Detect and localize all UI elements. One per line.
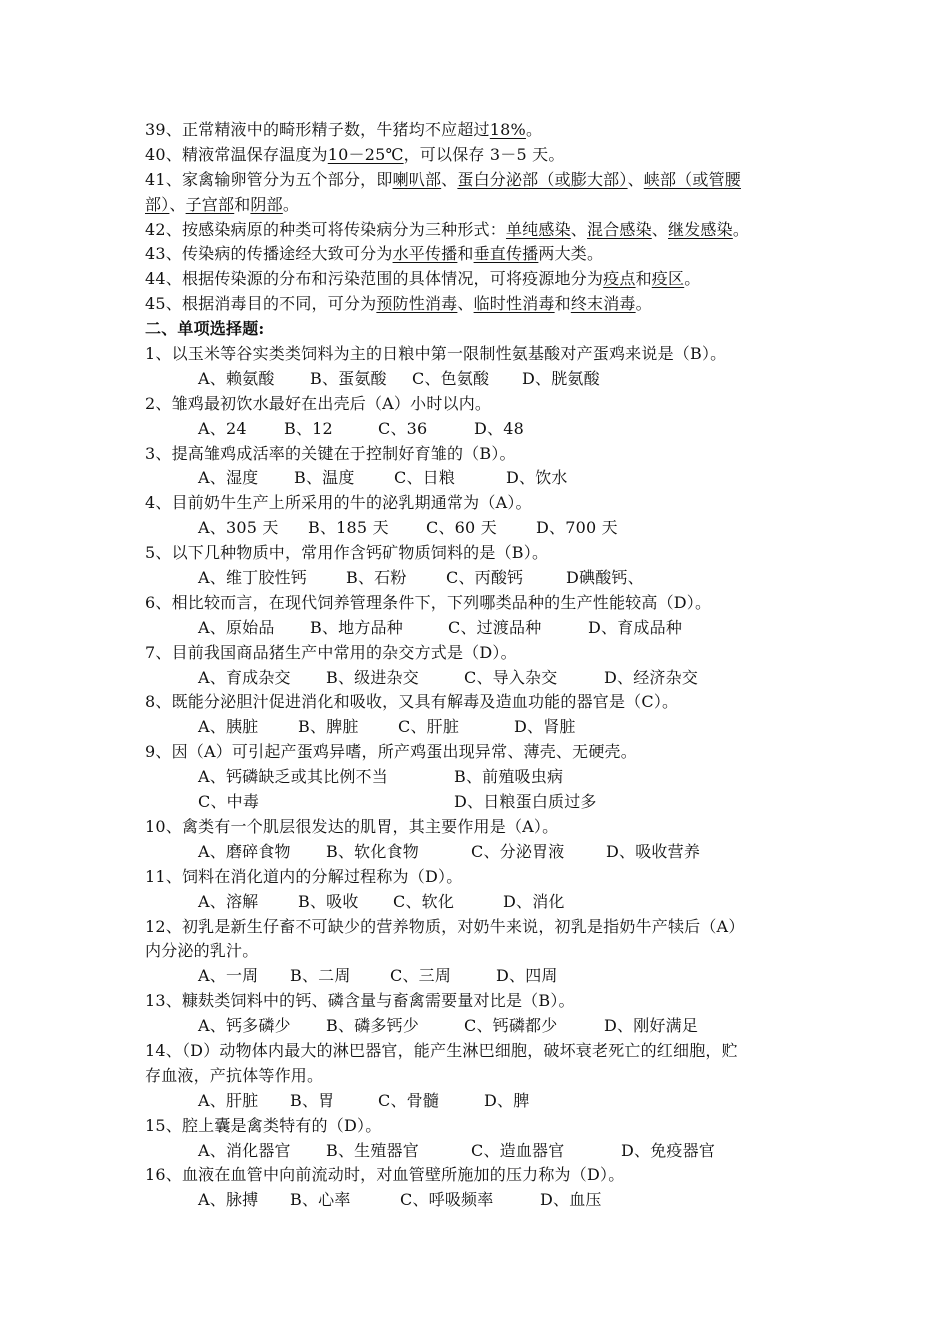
option-choice: D、肾脏 [514,717,576,737]
option-choice: A、钙多磷少 [198,1016,291,1036]
option-choice: B、级进杂交 [326,667,419,687]
answer-blank: 垂直传播 [473,244,539,264]
question-text: 13、糠麸类饲料中的钙、磷含量与畜禽需要量对比是（B）。 [145,991,575,1011]
option-row [145,715,815,740]
option-choice: A、湿度 [198,468,259,488]
fill-in-line [145,292,815,317]
question-text: 45、根据消毒目的不同，可分为 [145,294,377,314]
question-text: 7、目前我国商品猪生产中常用的杂交方式是（D）。 [145,642,517,662]
fill-in-line [145,168,815,193]
option-row [145,417,815,442]
option-choice: A、胰脏 [198,717,259,737]
fill-in-line [145,267,815,292]
question-item [145,690,815,740]
option-choice: C、60 天 [426,518,497,538]
question-text: ，可以保存 3－5 天。 [403,144,565,164]
question-text: 和 [457,244,474,264]
question-text: 16、血液在血管中向前流动时，对血管壁所施加的压力称为（D）。 [145,1165,625,1185]
question-text: 5、以下几种物质中，常用作含钙矿物质饲料的是（B）。 [145,543,549,563]
question-text: 。 [525,120,543,139]
option-choice: C、日粮 [394,468,456,488]
answer-blank: 单纯感染 [505,219,571,239]
question-item [145,442,815,492]
question-item [145,1114,815,1164]
question-text: 10、禽类有一个肌层很发达的肌胃，其主要作用是（A）。 [145,816,559,836]
question-text: 。 [635,294,652,314]
question-item [145,491,815,541]
option-choice: A、305 天 [198,518,279,538]
question-text: 。 [732,219,750,239]
question-text: 、 [457,294,474,314]
option-choice: B、蛋氨酸 [310,368,387,388]
question-text: 。 [282,194,300,214]
option-row [145,890,815,915]
question-item [145,342,815,392]
answer-blank: 继发感染 [668,219,733,239]
answer-blank: 蛋白分泌部（或膨大部） [457,169,628,189]
answer-blank: 阴部 [250,194,283,214]
option-choice: D、48 [474,418,524,438]
option-choice: B、胃 [290,1090,335,1110]
option-choice: A、育成杂交 [198,667,291,687]
option-choice: B、吸收 [298,891,359,911]
option-choice: D、脾 [484,1090,530,1110]
fill-in-line [145,118,815,143]
section-heading: 二、单项选择题: [145,319,265,339]
question-text: 14、（D）动物体内最大的淋巴器官，能产生淋巴细胞，破坏衰老死亡的红细胞，贮 [145,1040,738,1060]
option-row [145,1188,815,1213]
option-choice: B、石粉 [346,568,407,588]
answer-blank: 疫点 [603,269,636,289]
option-choice: A、脉搏 [198,1190,259,1210]
question-text: 12、初乳是新生仔畜不可缺少的营养物质，对奶牛来说，初乳是指奶牛产犊后（A） [145,916,745,936]
answer-blank: 峡部（或管腰 [643,169,741,189]
answer-blank: 部） [145,194,170,214]
option-choice: D、胱氨酸 [522,368,600,388]
option-choice: A、肝脏 [198,1090,259,1110]
option-choice: B、磷多钙少 [326,1016,419,1036]
question-text: 、 [570,219,587,239]
choice-questions [145,342,815,1213]
option-row [145,1139,815,1164]
option-row [145,566,815,591]
option-choice: C、过渡品种 [448,617,542,637]
question-text: 、 [169,194,186,214]
answer-blank: 预防性消毒 [376,294,458,314]
question-text: 、 [651,219,668,239]
answer-blank: 临时性消毒 [473,294,555,314]
option-choice: D、免疫器官 [621,1140,716,1160]
question-text: 42、按感染病原的种类可将传染病分为三种形式： [145,219,506,239]
fill-in-line [145,242,815,267]
question-text: 两大类。 [538,244,604,264]
option-choice: C、骨髓 [378,1090,440,1110]
question-text: 3、提高雏鸡成活率的关键在于控制好育雏的（B）。 [145,443,516,463]
option-choice: C、色氨酸 [412,368,490,388]
question-text: 2、雏鸡最初饮水最好在出壳后（A）小时以内。 [145,393,492,413]
option-choice: C、造血器官 [471,1140,565,1160]
option-choice: D、日粮蛋白质过多 [454,792,597,812]
question-text: 9、因（A）可引起产蛋鸡异嗜，所产鸡蛋出现异常、薄壳、无硬壳。 [145,742,637,762]
question-item [145,541,815,591]
question-item [145,915,815,990]
option-choice: A、溶解 [198,891,259,911]
answer-blank: 水平传播 [392,244,458,264]
answer-blank: 疫区 [651,269,685,289]
option-choice: D、经济杂交 [604,667,699,687]
option-choice: C、软化 [393,891,455,911]
answer-blank: 混合感染 [586,219,652,239]
question-item [145,989,815,1039]
answer-blank: 子宫部 [185,194,235,214]
option-choice: A、消化器官 [198,1140,291,1160]
answer-blank: 终末消毒 [570,294,636,314]
option-choice: C、分泌胃液 [471,841,565,861]
option-choice: C、36 [378,418,428,438]
question-text: 44、根据传染源的分布和污染范围的具体情况，可将疫源地分为 [145,269,604,289]
question-item [145,815,815,865]
question-text: 1、以玉米等谷实类类饲料为主的日粮中第一限制性氨基酸对产蛋鸡来说是（B）。 [145,344,727,364]
option-choice: C、肝脏 [398,717,460,737]
option-row [145,1089,815,1114]
question-item [145,865,815,915]
question-text: 6、相比较而言，在现代饲养管理条件下，下列哪类品种的生产性能较高（D）。 [145,592,712,612]
option-row [145,367,815,392]
option-choice: D、血压 [540,1190,602,1210]
question-item [145,392,815,442]
option-row [145,964,815,989]
option-row [145,466,815,491]
option-choice: B、心率 [290,1190,351,1210]
option-choice: D、700 天 [536,518,618,538]
question-text: 8、既能分泌胆汁促进消化和吸收，又具有解毒及造血功能的器官是（C）。 [145,692,679,712]
option-choice: A、一周 [198,966,259,986]
option-row [145,516,815,541]
question-text: 40、精液常温保存温度为 [145,144,328,164]
option-choice: A、维丁胶性钙 [198,568,307,588]
fill-in-line [145,193,815,218]
option-choice: D、饮水 [506,468,568,488]
option-choice: C、钙磷都少 [464,1016,558,1036]
option-choice: A、24 [198,418,247,438]
fill-in-line [145,218,815,243]
option-choice: D、刚好满足 [604,1016,699,1036]
option-row [145,840,815,865]
option-choice: C、丙酸钙 [446,568,524,588]
option-row [145,1014,815,1039]
option-choice: C、导入杂交 [464,667,558,687]
answer-blank: 10－25℃ [327,144,404,164]
option-choice: D、消化 [503,891,565,911]
question-text: 内分泌的乳汁。 [145,941,259,961]
option-row [145,765,815,790]
question-text: 39、正常精液中的畸形精子数，牛猪均不应超过 [145,120,490,139]
option-choice: D、吸收营养 [606,841,701,861]
question-text: 和 [635,269,652,289]
option-choice: D碘酸钙、 [566,568,644,588]
question-text: 存血液，产抗体等作用。 [145,1065,324,1085]
document-page [145,118,815,1213]
question-item [145,740,815,815]
question-text: 4、目前奶牛生产上所采用的牛的泌乳期通常为（A）。 [145,493,532,513]
option-choice: A、钙磷缺乏或其比例不当 [198,767,388,787]
option-row [145,790,815,815]
answer-blank: 18% [489,120,526,139]
question-item [145,1039,815,1114]
option-choice: B、185 天 [308,518,389,538]
option-choice: B、生殖器官 [326,1140,419,1160]
option-choice: B、12 [284,418,333,438]
option-choice: C、呼吸频率 [400,1190,494,1210]
option-choice: C、中毒 [198,792,260,812]
question-text: 、 [441,169,458,189]
question-text: 41、家禽输卵管分为五个部分，即 [145,169,393,189]
option-row [145,616,815,641]
question-text: 43、传染病的传播途经大致可分为 [145,244,393,264]
question-text: 和 [234,194,251,214]
option-choice: A、磨碎食物 [198,841,291,861]
question-item [145,641,815,691]
question-item [145,591,815,641]
question-text: 。 [684,269,701,289]
question-text: 11、饲料在消化道内的分解过程称为（D）。 [145,866,463,886]
option-choice: B、脾脏 [298,717,359,737]
option-choice: B、二周 [290,966,351,986]
option-row [145,666,815,691]
option-choice: B、地方品种 [310,617,403,637]
option-choice: B、软化食物 [326,841,419,861]
question-text: 和 [554,294,571,314]
fill-in-line [145,143,815,168]
option-choice: D、育成品种 [588,617,683,637]
option-choice: C、三周 [390,966,452,986]
question-text: 、 [627,169,644,189]
fill-in-section [145,118,815,317]
option-choice: D、四周 [496,966,558,986]
option-choice: B、前殖吸虫病 [454,767,564,787]
option-choice: A、赖氨酸 [198,368,275,388]
option-choice: B、温度 [294,468,355,488]
question-text: 15、腔上囊是禽类特有的（D）。 [145,1115,382,1135]
question-item [145,1163,815,1213]
answer-blank: 喇叭部 [392,169,442,189]
option-choice: A、原始品 [198,617,275,637]
